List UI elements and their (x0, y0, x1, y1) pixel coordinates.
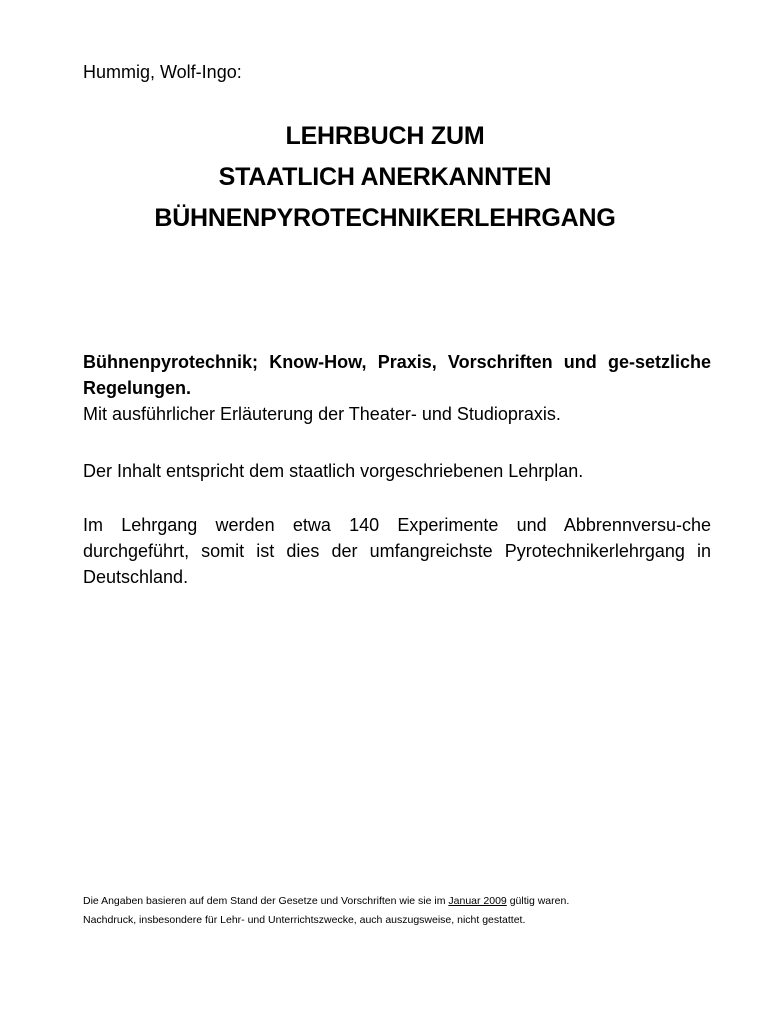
footer-line-2: Nachdruck, insbesondere für Lehr- und Unterrichtszwecke, auch auszugsweise, nicht gestattet. (83, 914, 526, 926)
author-line: Hummig, Wolf-Ingo: (83, 62, 242, 82)
footer-date: Januar 2009 (448, 895, 507, 907)
subtitle-bold-text: Bühnenpyrotechnik; Know-How, Praxis, Vorschriften und ge-setzliche Regelungen. (83, 352, 711, 398)
footer-line-1-after: gültig waren. (506, 895, 570, 907)
footer-line-1-before: Die Angaben basieren auf dem Stand der Gesetze und Vorschriften wie sie im (83, 895, 449, 907)
paragraph-curriculum: Der Inhalt entspricht dem staatlich vorgeschriebenen Lehrplan. (83, 461, 584, 481)
title-line-3: BÜHNENPYROTECHNIKERLEHRGANG (154, 204, 616, 232)
subtitle-block (83, 349, 711, 427)
title-line-1: LEHRBUCH ZUM (285, 122, 485, 150)
paragraph-experiments: Im Lehrgang werden etwa 140 Experimente und Abbrennversu-che durchgeführt, somit ist dies der umfangreichste Pyrotechnikerlehrgang in Deutschland. (83, 515, 711, 587)
title-line-2: STAATLICH ANERKANNTEN (218, 163, 552, 191)
subtitle-description: Mit ausführlicher Erläuterung der Theater- und Studiopraxis. (83, 404, 561, 424)
book-title (0, 116, 770, 239)
footer-line-1 (83, 892, 711, 911)
footer-note (83, 892, 711, 930)
